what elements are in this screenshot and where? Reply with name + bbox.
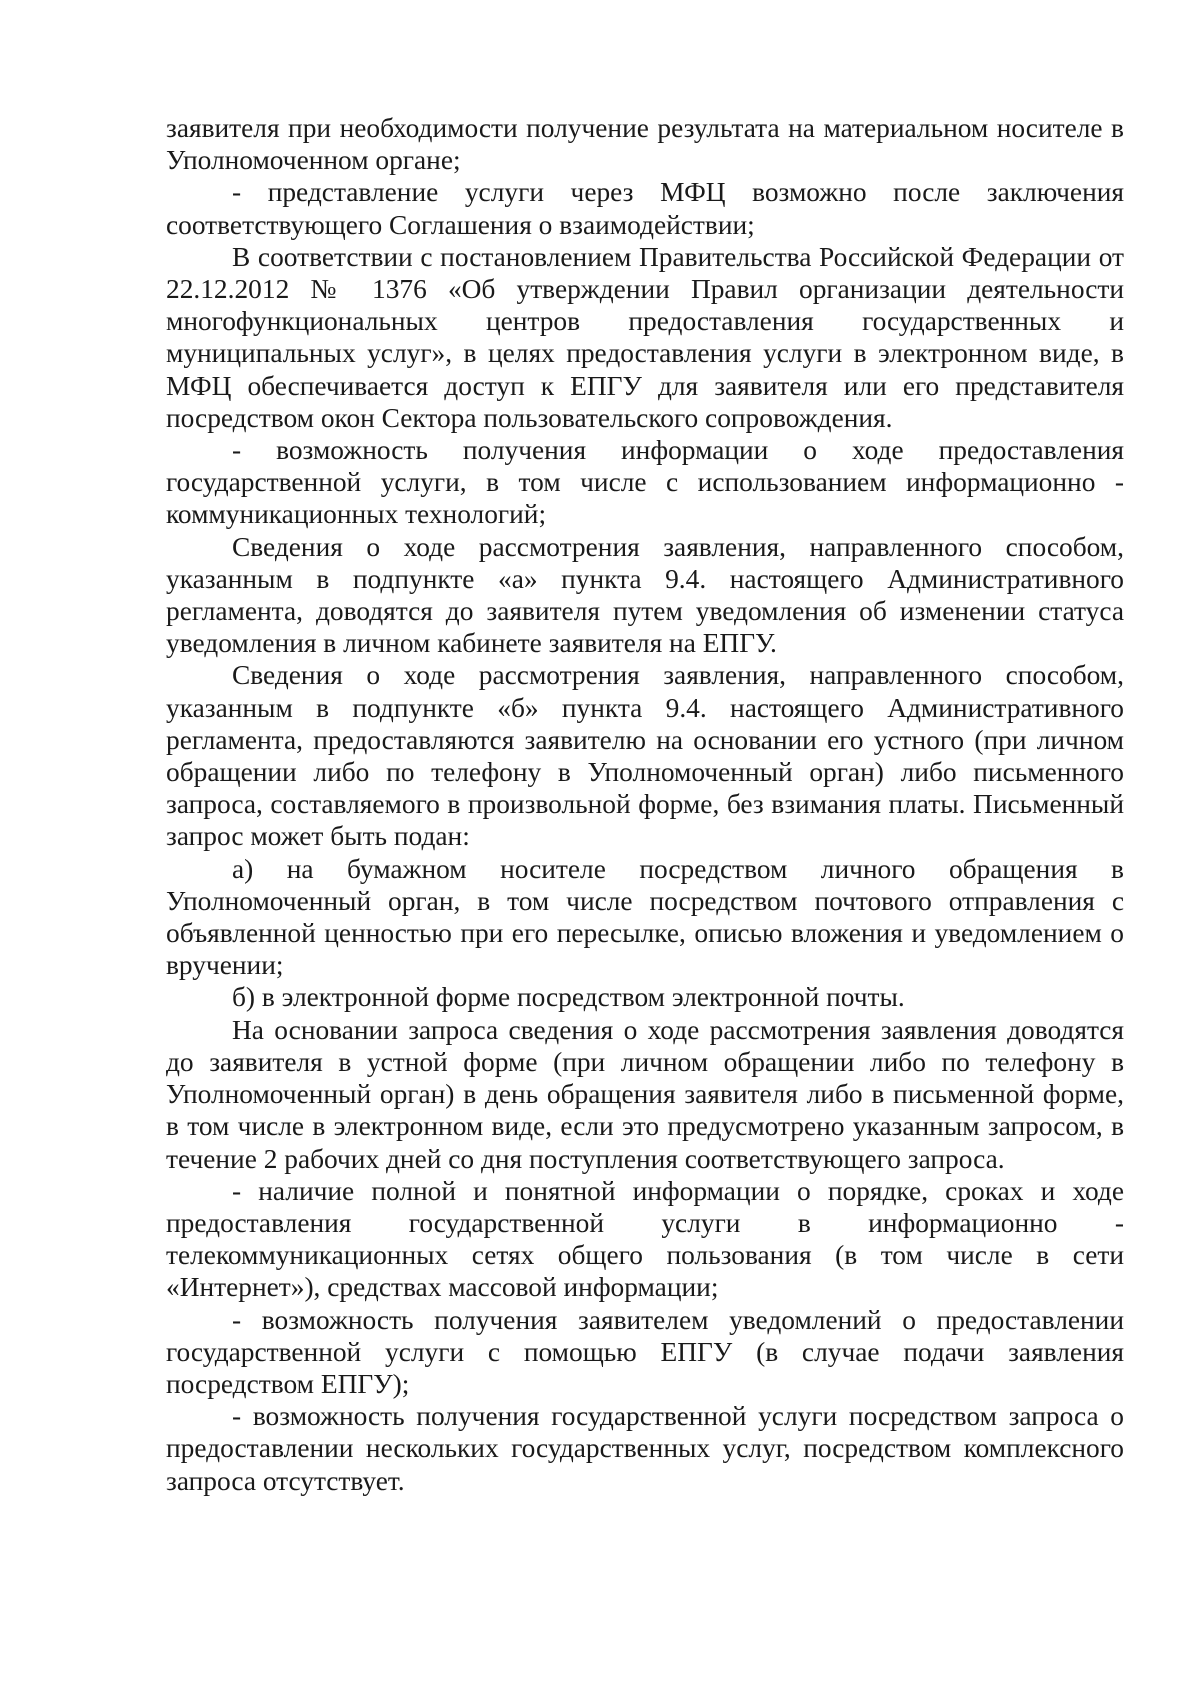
paragraph-status-request: Сведения о ходе рассмотрения заявления, направленного способом, указанным в подпункте «б» пункта 9.4. настоящего Административного регламента, предоставляются заявителю на основании его устного (при личном обращении либо по телефону в Уполномоченный орган) либо письменного запроса, составляемого в произвольной форме, без взимания платы. Письменный запрос может быть подан: — [166, 660, 1124, 852]
document-body — [166, 112, 1124, 1497]
paragraph-electronic-request: б) в электронной форме посредством электронной почты. — [232, 982, 905, 1013]
paragraph-mfc-service: - представление услуги через МФЦ возможно после заключения соответствующего Соглашения о взаимодействии; — [166, 177, 1124, 240]
paragraph-status-epgu: Сведения о ходе рассмотрения заявления, направленного способом, указанным в подпункте «а» пункта 9.4. настоящего Административного регламента, доводятся до заявителя путем уведомления об изменении статуса уведомления в личном кабинете заявителя на ЕПГУ. — [166, 531, 1124, 659]
paragraph-government-decree: В соответствии с постановлением Правительства Российской Федерации от 22.12.2012 № 1376 «Об утверждении Правил организации деятельности многофункциональных центров предоставления государственных и муниципальных услуг», в целях предоставления услуги в электронном виде, в МФЦ обеспечивается доступ к ЕПГУ для заявителя или его представителя посредством окон Сектора пользовательского сопровождения. — [166, 241, 1124, 433]
paragraph-response-terms: На основании запроса сведения о ходе рассмотрения заявления доводятся до заявителя в устной форме (при личном обращении либо по телефону в Уполномоченный орган) в день обращения заявителя либо в письменной форме, в том числе в электронном виде, если это предусмотрено указанным запросом, в течение 2 рабочих дней со дня поступления соответствующего запроса. — [166, 1014, 1124, 1174]
paragraph-continuation: заявителя при необходимости получение результата на материальном носителе в Уполномоченном органе; — [166, 113, 1124, 176]
paragraph-notifications: - возможность получения заявителем уведомлений о предоставлении государственной услуги с помощью ЕПГУ (в случае подачи заявления посредством ЕПГУ); — [166, 1304, 1124, 1399]
paragraph-paper-request: а) на бумажном носителе посредством личного обращения в Уполномоченный орган, в том числе посредством почтового отправления с объявленной ценностью при его пересылке, описью вложения и уведомлением о вручении; — [166, 853, 1124, 981]
paragraph-public-info: - наличие полной и понятной информации о порядке, сроках и ходе предоставления государственной услуги в информационно - телекоммуникационных сетях общего пользования (в том числе в сети «Интернет»), средствах массовой информации; — [166, 1175, 1124, 1303]
paragraph-progress-info: - возможность получения информации о ходе предоставления государственной услуги, в том числе с использованием информационно - коммуникационных технологий; — [166, 435, 1124, 530]
paragraph-complex-request: - возможность получения государственной услуги посредством запроса о предоставлении нескольких государственных услуг, посредством комплексного запроса отсутствует. — [166, 1401, 1124, 1496]
